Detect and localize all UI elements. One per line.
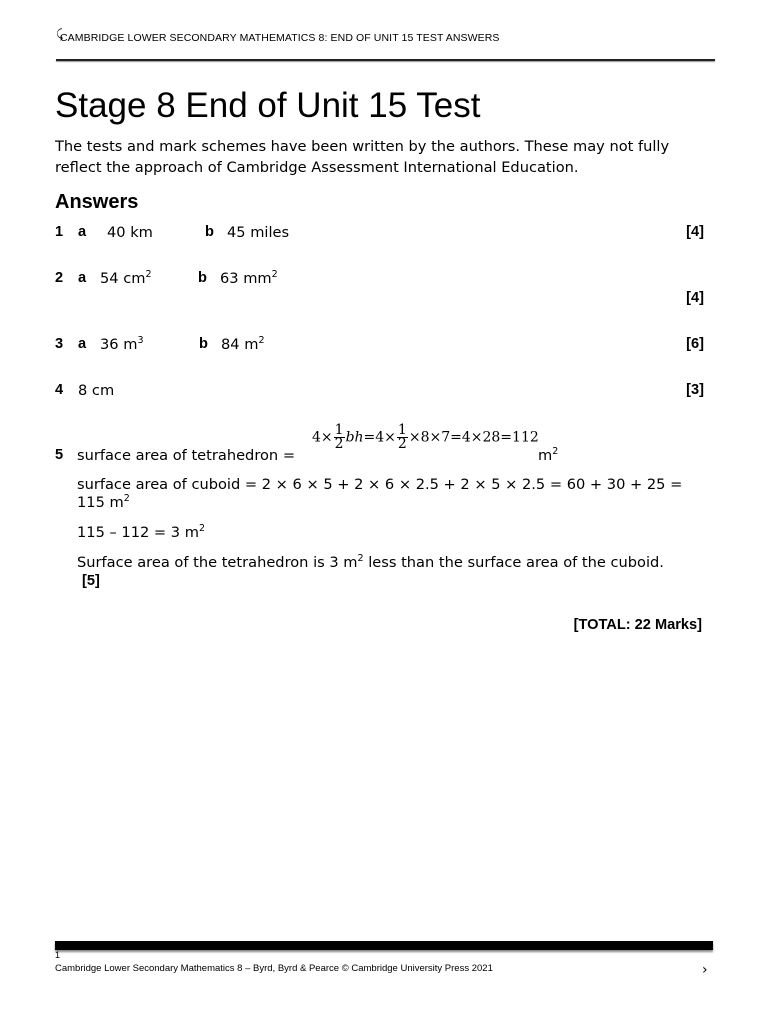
header-divider: [56, 59, 715, 61]
tetrahedron-formula: 4× $\frac{1}{2}$ bh=4× $\frac{1}{2}$ ×8×7=4×28=112: [312, 422, 539, 452]
question-5-difference: 115 – 112 = 3 $m^2$: [77, 523, 205, 541]
question-2b-answer: 63 $mm^2$: [220, 269, 278, 287]
question-5-tetrahedron-label: surface area of tetrahedron =: [77, 447, 296, 464]
question-1a-label: a: [78, 224, 87, 240]
intro-paragraph: The tests and mark schemes have been written by the authors. These may not fully reflect the approach of Cambridge Assessment International Education.: [55, 138, 670, 176]
question-4-answer: 8 cm: [78, 382, 115, 399]
page-title: Stage 8 End of Unit 15 Test: [55, 86, 481, 125]
question-3b-label: b: [199, 336, 208, 352]
question-1-marks: [4]: [686, 224, 704, 240]
footer-divider: [55, 941, 713, 950]
question-5-number: 5: [55, 447, 64, 463]
question-3a-label: a: [78, 336, 87, 352]
question-1-number: 1: [55, 224, 64, 240]
question-3b-answer: 84 $m^2$: [221, 335, 265, 353]
question-3-marks: [6]: [686, 336, 704, 352]
header-corner-mark: ⤹: [56, 27, 64, 41]
total-marks: [TOTAL: 22 Marks]: [573, 617, 702, 633]
footer-credit: Cambridge Lower Secondary Mathematics 8 – Byrd, Byrd & Pearce © Cambridge University Press 2021: [55, 963, 493, 974]
question-2b-label: b: [198, 270, 207, 286]
page-number: 1: [55, 950, 61, 960]
footer-corner-mark: ›: [702, 962, 708, 978]
answers-heading: Answers: [55, 191, 139, 213]
question-5-cuboid-working: surface area of cuboid = 2 × 6 × 5 + 2 × 6 × 2.5 + 2 × 5 × 2.5 = 60 + 30 + 25 = 115 $m^2$: [77, 476, 683, 511]
running-header: CAMBRIDGE LOWER SECONDARY MATHEMATICS 8: END OF UNIT 15 TEST ANSWERS: [60, 32, 500, 44]
question-4-number: 4: [55, 382, 64, 398]
question-1b-label: b: [205, 224, 214, 240]
question-2-number: 2: [55, 270, 64, 286]
question-2-marks: [4]: [686, 290, 704, 306]
question-3a-answer: 36 $m^3$: [100, 335, 144, 353]
question-5-marks: [5]: [82, 573, 100, 589]
question-1a-answer: 40 km: [107, 224, 153, 241]
question-2a-label: a: [78, 270, 87, 286]
question-5-conclusion: Surface area of the tetrahedron is 3 $m^2$ less than the surface area of the cuboid. [5]: [77, 553, 664, 589]
question-2a-answer: 54 $cm^2$: [100, 269, 152, 287]
question-1b-answer: 45 miles: [227, 224, 290, 241]
question-4-marks: [3]: [686, 382, 704, 398]
tetrahedron-unit: $m^2$: [538, 446, 559, 464]
question-3-number: 3: [55, 336, 64, 352]
